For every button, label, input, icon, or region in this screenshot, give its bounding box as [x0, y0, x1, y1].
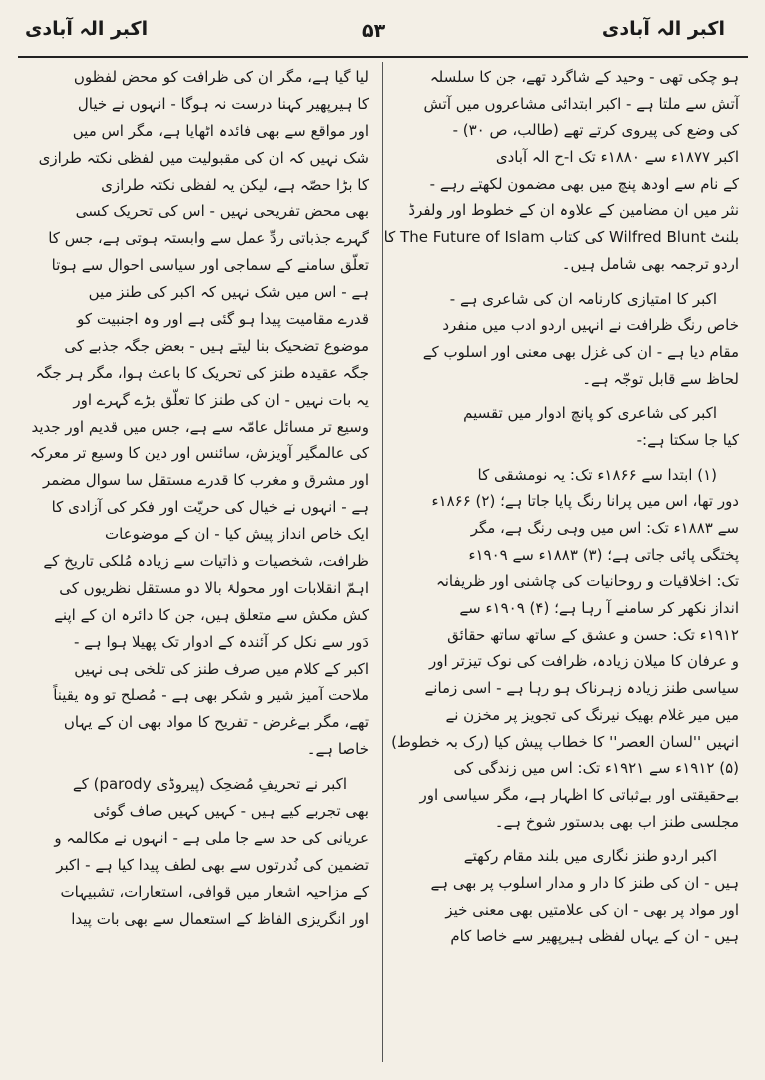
right-text-column: [383, 64, 739, 950]
text-line: قدرے مقامیت پیدا ہو گئی ہے اور وہ اجنبیت کو: [77, 310, 369, 329]
text-line: وسیع تر مسائل عامّہ سے ہے، جس میں قدیم اور جدید: [31, 417, 369, 436]
text-line: سے ۱۸۸۳ء تک: اس میں وہی رنگ ہے، مگر: [470, 519, 739, 537]
text-line: ظرافت، شخصیات و ذاتیات سے زیادہ مُلکی تاریخ کے: [43, 552, 369, 571]
text-line: خاص رنگ ظرافت نے انہیں اردو ادب میں منفرد: [442, 316, 739, 335]
text-line: پختگی پائی جاتی ہے؛ (۳) ۱۸۸۳ء سے ۱۹۰۹ء: [468, 545, 739, 564]
text-line: عریانی کی حد سے جا ملی ہے - انہوں نے مکالمہ و: [54, 828, 369, 847]
text-line: جگہ عقیدہ طنز کی تحریک کا باعث ہوا، مگر ہر جگہ: [35, 363, 369, 382]
text-line: دَور سے نکل کر آئندہ کے ادوار تک پھیلا ہوا ہے -: [73, 632, 369, 651]
text-line: بلنٹ Wilfred Blunt کی کتاب The Future of Islam کا: [383, 228, 739, 247]
text-line: شک نہیں کہ ان کی مقبولیت میں لفظی نکتہ طرازی: [38, 148, 369, 167]
text-line: خاصا ہے۔: [306, 740, 369, 759]
text-line: (۵) ۱۹۱۲ء سے ۱۹۲۱ء تک: اس میں زندگی کی: [453, 759, 739, 778]
paragraph-gap: [394, 835, 739, 843]
running-header-right: اکبر الہ آبادی: [601, 18, 725, 40]
text-line: اکبر کے کلام میں صرف طنز کی تلخی ہی نہیں: [74, 659, 369, 678]
text-line: لیا گیا ہے، مگر ان کی ظرافت کو محض لفظوں: [73, 68, 369, 86]
text-line: اکبر نے تحریفِ مُضحِک (پیروڈی parody) کے: [72, 775, 347, 794]
page-number: ۵۳: [362, 20, 386, 42]
running-header-left: اکبر الہ آبادی: [25, 18, 149, 40]
text-line: انداز نکھر کر سامنے آ رہا ہے؛ (۴) ۱۹۰۹ء سے: [459, 599, 739, 618]
text-line: تھے، مگر بےغرض - تفریح کا مواد بھی ان کے یہاں: [63, 713, 369, 732]
text-line: کیا جا سکتا ہے:-: [636, 430, 739, 449]
text-line: گہرے جذباتی ردِّ عمل سے وابستہ ہوتی ہے، جس کا: [48, 229, 369, 248]
header-rule: [18, 56, 748, 58]
paragraph-gap: [394, 454, 739, 462]
text-line: اہمّ انقلابات اور محولۂ بالا دو مستقل نظریوں کی: [59, 578, 369, 597]
text-line: اکبر کی شاعری کو پانچ ادوار میں تقسیم: [463, 404, 717, 423]
paragraph-gap: [394, 392, 739, 400]
text-line: اور مواد پر بھی - ان کی علامتیں بھی معنی خیز: [445, 900, 739, 919]
text-line: اکبر اردو طنز نگاری میں بلند مقام رکھتے: [463, 847, 717, 866]
text-line: مقام دیا ہے - ان کی غزل بھی معنی اور اسلوب کے: [422, 342, 739, 361]
text-line: انہیں ''لسان العصر'' کا خطاب پیش کیا (رک بہ خطوط): [391, 732, 739, 751]
paragraph-gap: [394, 278, 739, 286]
text-line: کش مکش سے متعلق ہیں، جن کا دائرہ ان کے اپنے: [54, 605, 369, 624]
text-line: اکبر ۱۸۷۷ء سے ۱۸۸۰ء تک ا-ح الہ آبادی: [495, 148, 739, 167]
text-line: کی عالمگیر آویزش، سائنس اور دین کا وسیع تر معرکہ: [29, 444, 369, 463]
paragraph-gap: [24, 763, 369, 771]
text-line: اور انگریزی الفاظ کے استعمال سے بھی بات پیدا: [71, 909, 369, 928]
text-line: کی وضع کی پیروی کرتے تھے (طالب، ص ۳۰) -: [452, 121, 739, 140]
text-line: اور مشرق و مغرب کا قدرے مستقل سا سوال مضمر: [42, 471, 369, 490]
text-line: تک: اخلاقیات و روحانیات کی چاشنی اور ظریفانہ: [435, 572, 739, 591]
text-line: بھی محض تفریحی نہیں - اس کی تحریک کسی: [75, 202, 369, 221]
text-line: بےحقیقتی اور بےثباتی کا اظہار ہے، مگر سیاسی اور: [419, 785, 739, 804]
text-line: نثر میں ان مضامین کے علاوہ ان کے خطوط اور ولفرڈ: [408, 201, 739, 220]
text-line: ہے - انہوں نے خیال کی حریّت اور فکر کی آزادی کا: [51, 498, 369, 517]
text-line: میں میر غلام بھیک نیرنگ کی تجویز پر مخزن نے: [445, 705, 739, 724]
text-line: اکبر کا امتیازی کارنامہ ان کی شاعری ہے -: [449, 289, 717, 308]
text-line: ۱۹۱۲ء تک: حسن و عشق کے ساتھ ساتھ حقائق: [447, 625, 739, 644]
text-line: کے مزاحیہ اشعار میں قوافی، استعارات، تشبیہات: [60, 882, 369, 901]
text-line: ملاحت آمیز شیر و شکر بھی ہے - مُصلح تو وہ یقیناً: [53, 686, 369, 705]
text-line: (۱) ابتدا سے ۱۸۶۶ء تک: یہ نومشقی کا: [477, 465, 717, 484]
text-line: یہ بات نہیں - ان کی طنز کا تعلّق بڑے گہرے اور: [73, 390, 369, 409]
text-line: ہیں - ان کے یہاں لفظی ہیرپھیر سے خاصا کام: [450, 927, 739, 946]
text-line: ہو چکی تھی - وحید کے شاگرد تھے، جن کا سلسلہ: [429, 68, 739, 86]
text-line: تضمین کی نُدرتوں سے بھی لطف پیدا کیا ہے - اکبر: [56, 855, 369, 874]
text-line: ہے - اس میں شک نہیں کہ اکبر کی طنز میں: [88, 283, 369, 302]
text-line: لحاظ سے قابل توجّہ ہے۔: [582, 369, 739, 388]
text-line: تعلّق سامنے کے سماجی اور سیاسی احوال سے ہوتا: [51, 256, 369, 275]
text-line: اور مواقع سے بھی فائدہ اٹھایا ہے، مگر اس میں: [72, 121, 369, 140]
text-line: و عرفان کا میلان زیادہ، ظرافت کی نوک تیزتر اور: [428, 652, 739, 671]
text-line: دور تھا، اس میں پرانا رنگ پایا جاتا ہے؛ (۲) ۱۸۶۶ء: [431, 492, 739, 511]
text-line: بھی تجربے کیے ہیں - کہیں کہیں صاف گوئی: [93, 802, 369, 821]
text-line: کے نام سے اودھ پنچ میں بھی مضمون لکھتے رہے -: [429, 174, 739, 193]
text-line: سیاسی طنز زیادہ زہرناک ہو رہا ہے - اسی زمانے: [424, 679, 739, 698]
left-text-column: [24, 64, 369, 933]
text-line: ایک خاص انداز پیش کیا - ان کے موضوعات: [104, 525, 369, 544]
text-line: کا بڑا حصّہ ہے، لیکن یہ لفظی نکتہ طرازی: [101, 175, 369, 194]
column-divider: [382, 62, 383, 1062]
text-line: مجلسی طنز اب بھی بدستور شوخ ہے۔: [494, 812, 739, 831]
text-line: آتش سے ملتا ہے - اکبر ابتدائی مشاعروں میں آتش: [423, 94, 739, 113]
text-line: کا ہیرپھیر کہنا درست نہ ہوگا - انہوں نے خیال: [77, 94, 369, 113]
text-line: موضوع تضحیک بنا لیتے ہیں - بعض جگہ جذبے کی: [64, 336, 369, 355]
text-line: اردو ترجمہ بھی شامل ہیں۔: [561, 254, 739, 273]
text-line: ہیں - ان کی طنز کا دار و مدار اسلوب پر بھی ہے: [430, 873, 739, 892]
